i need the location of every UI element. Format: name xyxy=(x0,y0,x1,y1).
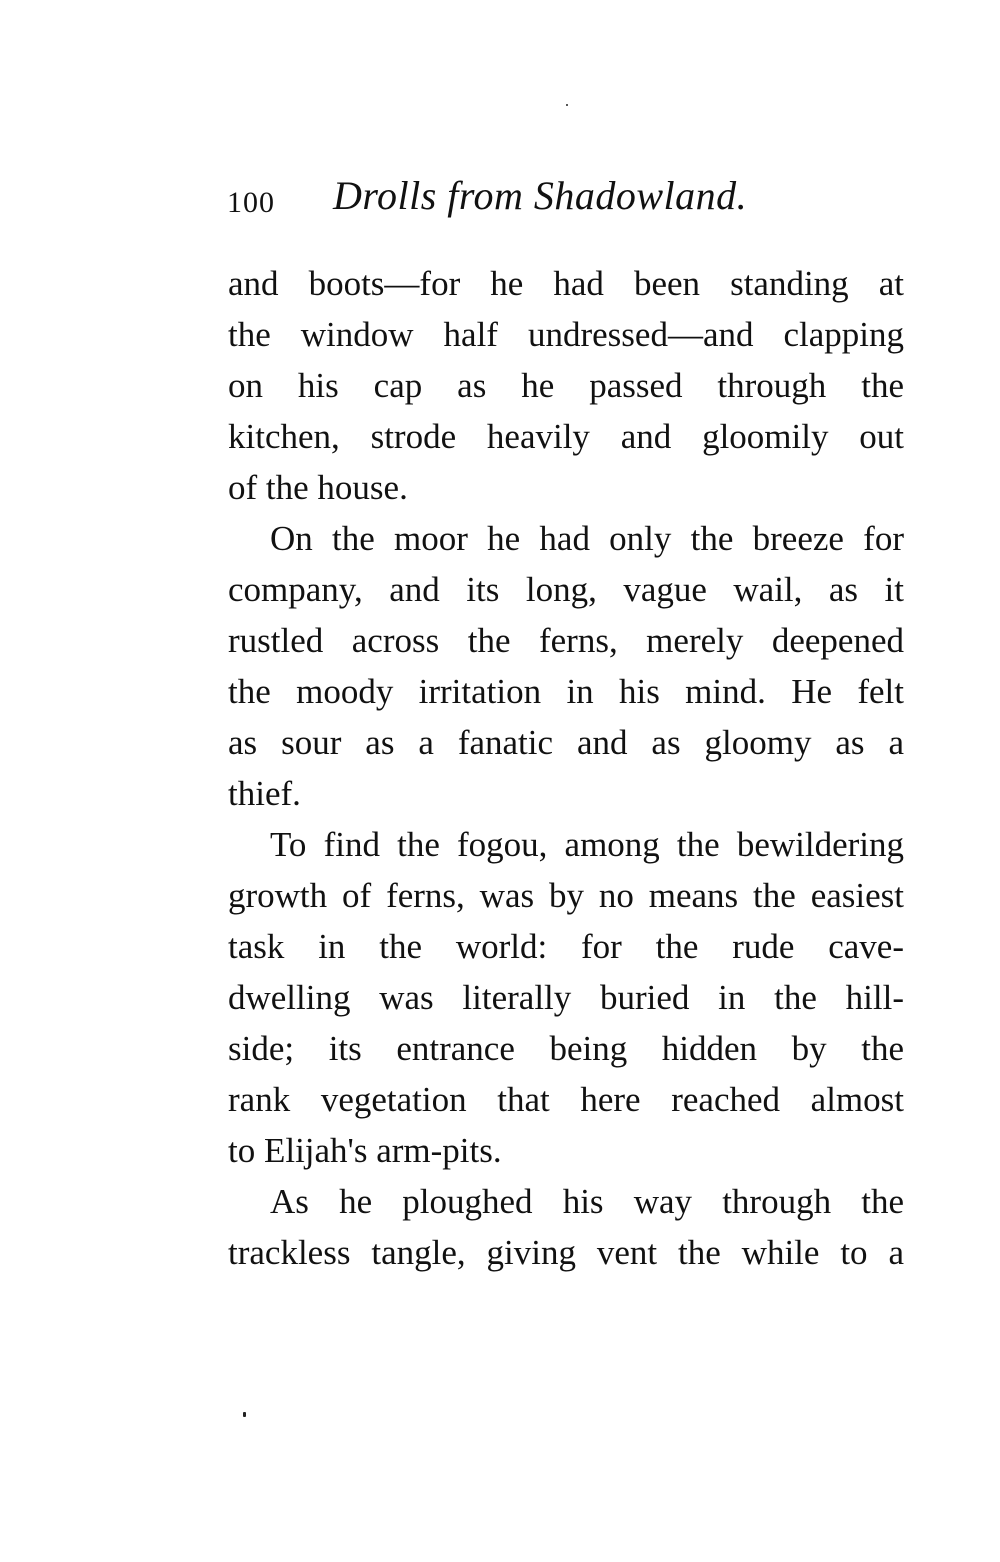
text-line: On the moor he had only the breeze for xyxy=(270,519,904,558)
text-line: task in the world: for the rude cave- xyxy=(228,927,904,966)
text-line: rank vegetation that here reached almost xyxy=(228,1080,904,1119)
text-line: the window half undressed—and clapping xyxy=(228,315,904,354)
text-line: kitchen, strode heavily and gloomily out xyxy=(228,417,904,456)
page-header xyxy=(227,172,907,222)
text-line: To find the fogou, among the bewildering xyxy=(270,825,904,864)
page-number: 100 xyxy=(227,186,275,219)
body-text xyxy=(228,258,904,1278)
text-line: the moody irritation in his mind. He felt xyxy=(228,672,904,711)
text-line: growth of ferns, was by no means the easiest xyxy=(228,876,904,915)
text-line: company, and its long, vague wail, as it xyxy=(228,570,904,609)
ink-speck xyxy=(566,104,568,106)
text-line: side; its entrance being hidden by the xyxy=(228,1029,904,1068)
text-line: dwelling was literally buried in the hill- xyxy=(228,978,904,1017)
text-line: rustled across the ferns, merely deepened xyxy=(228,621,904,660)
text-line: to Elijah's arm-pits. xyxy=(228,1131,502,1170)
text-line: on his cap as he passed through the xyxy=(228,366,904,405)
text-line: of the house. xyxy=(228,468,408,507)
ink-speck xyxy=(243,1412,246,1417)
text-line: As he ploughed his way through the xyxy=(270,1182,904,1221)
running-title: Drolls from Shadowland. xyxy=(333,173,748,218)
text-line: trackless tangle, giving vent the while to a xyxy=(228,1233,904,1272)
text-line: as sour as a fanatic and as gloomy as a xyxy=(228,723,904,762)
text-line: thief. xyxy=(228,774,301,813)
text-line: and boots—for he had been standing at xyxy=(228,264,904,303)
